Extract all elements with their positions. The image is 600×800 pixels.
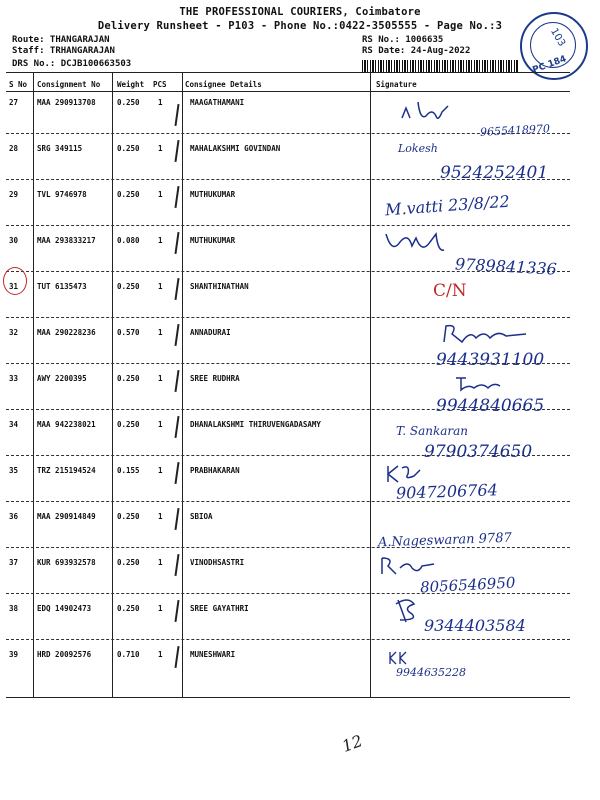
- row-consignee: VINODHSASTRI: [190, 558, 245, 567]
- tick-mark: [174, 646, 179, 668]
- tick-mark: [174, 600, 179, 622]
- signature-37: A.Nageswaran 9787: [377, 530, 512, 551]
- tick-mark: [174, 370, 179, 392]
- drs-number: DRS No.: DCJB100663503: [12, 59, 132, 69]
- row-sno: 27: [9, 98, 19, 107]
- col-header-consignee: Consignee Details: [185, 80, 262, 89]
- row-pcs: 1: [158, 512, 163, 521]
- phone-32: 9443931100: [436, 350, 545, 370]
- row-pcs: 1: [158, 374, 163, 383]
- route-label: Route: THANGARAJAN: [12, 35, 110, 45]
- phone-37: 8056546950: [419, 573, 516, 597]
- row-weight: 0.250: [117, 604, 140, 613]
- row-consignment: MAA 293833217: [37, 236, 96, 245]
- runsheet-title: Delivery Runsheet - P103 - Phone No.:0422-3505555 - Page No.:3: [97, 20, 503, 32]
- row-weight: 0.250: [117, 374, 140, 383]
- signature-38: [392, 596, 422, 624]
- row-consignment: SRG 349115: [37, 144, 83, 153]
- phone-27: 9655418970: [479, 122, 551, 139]
- row-pcs: 1: [158, 420, 163, 429]
- tick-mark: [174, 462, 179, 484]
- rs-number: RS No.: 1006635: [362, 35, 444, 45]
- row-consignee: MAAGATHAMANI: [190, 98, 245, 107]
- col-divider: [370, 72, 371, 697]
- tick-mark: [174, 416, 179, 438]
- signature-28: Lokesh: [398, 142, 438, 155]
- row-sno: 29: [9, 190, 19, 199]
- row-pcs: 1: [158, 282, 163, 291]
- col-header-consignment: Consignment No: [37, 80, 101, 89]
- tick-mark: [174, 508, 179, 530]
- row-sno: 32: [9, 328, 19, 337]
- row-consignment: TUT 6135473: [37, 282, 87, 291]
- phone-39: 9944635228: [396, 666, 466, 679]
- row-weight: 0.710: [117, 650, 140, 659]
- row-consignment: EDQ 14902473: [37, 604, 92, 613]
- rs-date: RS Date: 24-Aug-2022: [362, 46, 471, 56]
- phone-33: 9944840665: [436, 396, 545, 416]
- row-sno: 39: [9, 650, 19, 659]
- tick-mark: [174, 104, 179, 126]
- row-consignee: ANNADURAI: [190, 328, 231, 337]
- tick-mark: [174, 186, 179, 208]
- signature-33: [452, 374, 502, 392]
- row-weight: 0.250: [117, 144, 140, 153]
- table-header-border: [6, 91, 570, 92]
- row-weight: 0.250: [117, 98, 140, 107]
- row-pcs: 1: [158, 466, 163, 475]
- row-consignment: HRD 20092576: [37, 650, 92, 659]
- row-consignment: TRZ 215194524: [37, 466, 96, 475]
- phone-34: 9790374650: [424, 442, 533, 462]
- stamp-code: PC 184: [531, 54, 568, 76]
- row-consignee: PRABHAKARAN: [190, 466, 240, 475]
- row-pcs: 1: [158, 650, 163, 659]
- row-separator: [6, 593, 570, 594]
- row-consignee: MAHALAKSHMI GOVINDAN: [190, 144, 281, 153]
- row-separator: [6, 639, 570, 640]
- row-separator: [6, 547, 570, 548]
- tick-mark: [174, 278, 179, 300]
- col-header-pcs: PCS: [153, 80, 167, 89]
- phone-35: 9047206764: [395, 480, 499, 503]
- row-sno: 38: [9, 604, 19, 613]
- row-consignee: SREE RUDHRA: [190, 374, 240, 383]
- signature-34: T. Sankaran: [396, 424, 469, 438]
- row-sno: 28: [9, 144, 19, 153]
- row-consignment: MAA 290913708: [37, 98, 96, 107]
- tick-mark: [174, 554, 179, 576]
- tick-mark: [174, 232, 179, 254]
- row-pcs: 1: [158, 144, 163, 153]
- signature-32: [440, 322, 530, 346]
- row-consignee: DHANALAKSHMI THIRUVENGADASAMY: [190, 420, 321, 429]
- row-pcs: 1: [158, 558, 163, 567]
- row-sno: 36: [9, 512, 19, 521]
- row-consignee: MUTHUKUMAR: [190, 236, 236, 245]
- signature-30: [382, 228, 462, 258]
- signature-29: M.vatti 23/8/22: [384, 191, 511, 220]
- row-weight: 0.250: [117, 512, 140, 521]
- signature-27: [398, 96, 468, 126]
- row-weight: 0.155: [117, 466, 140, 475]
- company-title: THE PROFESSIONAL COURIERS, Coimbatore: [179, 6, 421, 18]
- row-pcs: 1: [158, 190, 163, 199]
- col-header-sno: S No: [9, 80, 28, 89]
- phone-28: 9524252401: [440, 163, 549, 183]
- row-consignment: MAA 290228236: [37, 328, 96, 337]
- cn-mark: C/N: [433, 281, 467, 301]
- barcode: [362, 60, 518, 72]
- row-sno: 33: [9, 374, 19, 383]
- row-weight: 0.250: [117, 558, 140, 567]
- row-separator: [6, 317, 570, 318]
- page-count-note: 12: [339, 731, 365, 756]
- row-consignment: KUR 693932578: [37, 558, 96, 567]
- row-pcs: 1: [158, 328, 163, 337]
- row-consignment: MAA 290914849: [37, 512, 96, 521]
- row-sno: 31: [9, 282, 19, 291]
- phone-38: 9344403584: [424, 616, 526, 635]
- signature-37-b: [378, 554, 438, 578]
- row-sno: 34: [9, 420, 19, 429]
- phone-30: 9789841336: [454, 254, 558, 279]
- row-consignee: SBIOA: [190, 512, 213, 521]
- row-weight: 0.080: [117, 236, 140, 245]
- stamp-text: 103: [548, 26, 568, 49]
- row-pcs: 1: [158, 98, 163, 107]
- row-sno: 37: [9, 558, 19, 567]
- row-weight: 0.250: [117, 190, 140, 199]
- row-consignment: MAA 942238021: [37, 420, 96, 429]
- col-header-weight: Weight: [117, 80, 145, 89]
- tick-mark: [174, 324, 179, 346]
- tick-mark: [174, 140, 179, 162]
- table-bottom-border: [6, 697, 570, 698]
- col-divider: [182, 72, 183, 697]
- row-separator: [6, 225, 570, 226]
- row-weight: 0.250: [117, 420, 140, 429]
- row-consignee: MUTHUKUMAR: [190, 190, 236, 199]
- row-sno: 35: [9, 466, 19, 475]
- col-divider: [112, 72, 113, 697]
- row-separator: [6, 501, 570, 502]
- col-divider: [33, 72, 34, 697]
- row-consignment: TVL 9746978: [37, 190, 87, 199]
- col-header-signature: Signature: [376, 80, 417, 89]
- row-consignee: SHANTHINATHAN: [190, 282, 249, 291]
- row-consignee: MUNESHWARI: [190, 650, 236, 659]
- staff-label: Staff: TRHANGARAJAN: [12, 46, 115, 56]
- row-pcs: 1: [158, 604, 163, 613]
- table-top-border: [6, 72, 570, 73]
- signature-39: [386, 650, 416, 666]
- row-weight: 0.570: [117, 328, 140, 337]
- row-sno: 30: [9, 236, 19, 245]
- row-consignee: SREE GAYATHRI: [190, 604, 249, 613]
- row-weight: 0.250: [117, 282, 140, 291]
- row-pcs: 1: [158, 236, 163, 245]
- row-consignment: AWY 2200395: [37, 374, 87, 383]
